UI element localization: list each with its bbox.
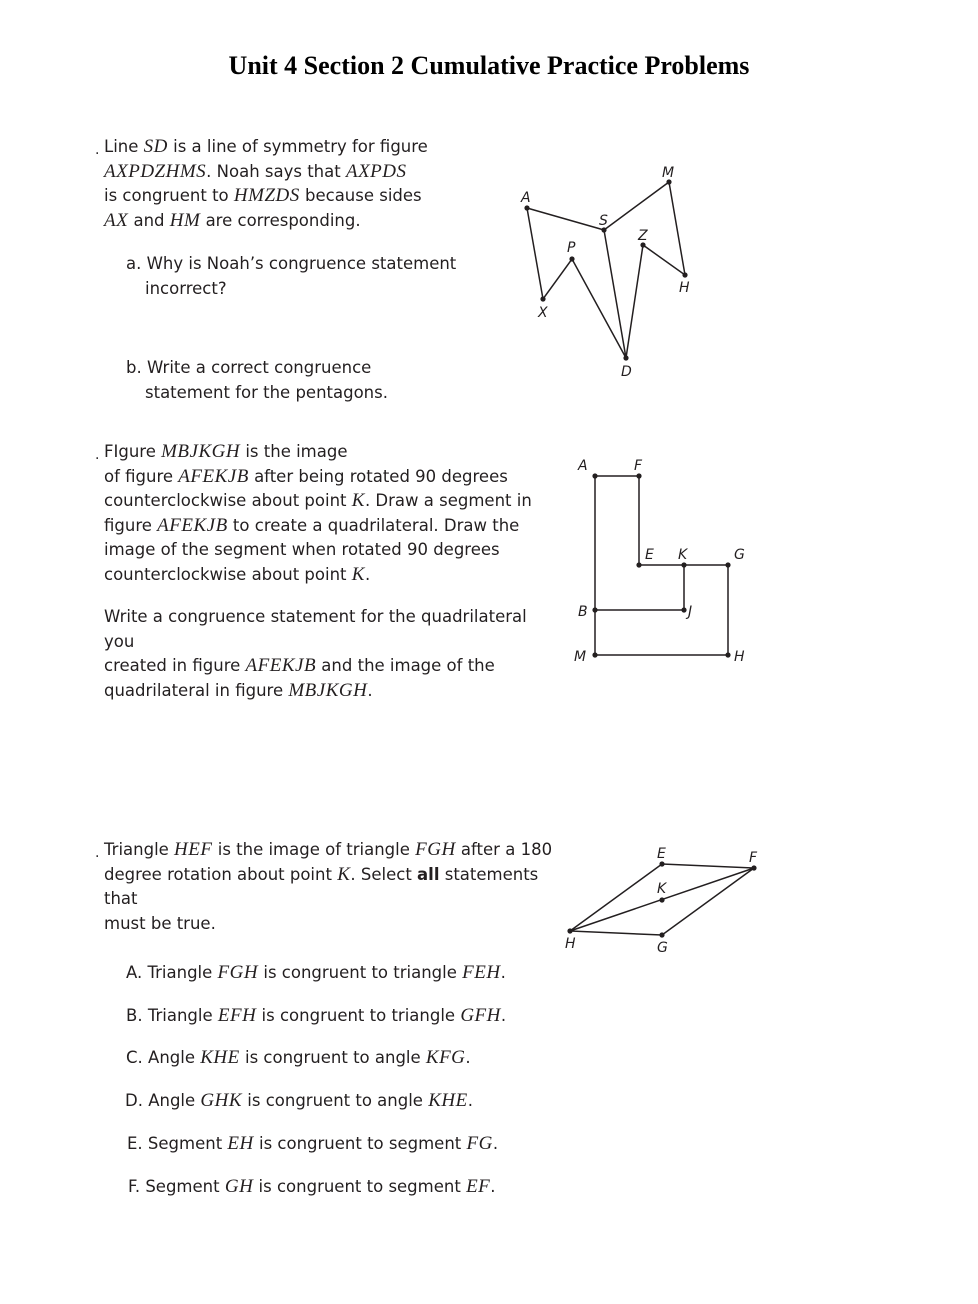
- label-G: G: [734, 547, 745, 563]
- problem-1-question-a: a. Why is Noah’s congruence statement incorrect?: [126, 254, 457, 298]
- problem-1-question-b: b. Write a correct congruence statement for the pentagons.: [126, 358, 388, 402]
- choice-C[interactable]: C. Angle KHE is congruent to angle KFG.: [126, 1047, 471, 1068]
- label-F: F: [749, 850, 758, 866]
- label-A: A: [578, 458, 588, 474]
- label-M: M: [574, 649, 587, 665]
- problem-2-figure: [560, 450, 770, 680]
- label-S: S: [599, 213, 608, 229]
- problem-2-number: .: [95, 447, 100, 463]
- label-K: K: [657, 881, 667, 897]
- label-P: P: [567, 240, 576, 256]
- label-F: F: [634, 458, 643, 474]
- choice-F[interactable]: F. Segment GH is congruent to segment EF.: [128, 1176, 496, 1197]
- problem-3-text: Triangle HEF is the image of triangle FGH after a 180 degree rotation about point K. Select all statements that must be true.: [104, 839, 553, 933]
- choice-D[interactable]: D. Angle GHK is congruent to angle KHE.: [125, 1090, 473, 1111]
- label-G: G: [657, 940, 668, 956]
- page-title: Unit 4 Section 2 Cumulative Practice Problems: [228, 51, 750, 80]
- label-A: A: [521, 190, 531, 206]
- problem-3-figure: [555, 840, 770, 965]
- label-D: D: [621, 364, 632, 380]
- label-H: H: [565, 936, 576, 952]
- label-Z: Z: [638, 228, 648, 244]
- choice-E[interactable]: E. Segment EH is congruent to segment FG.: [127, 1133, 499, 1154]
- problem-1-text: Line SD is a line of symmetry for figure AXPDZHMS. Noah says that AXPDS is congruent to HMZDS because sides AX and HM are corresponding.: [104, 136, 428, 231]
- label-M: M: [662, 165, 675, 181]
- label-E: E: [657, 846, 666, 862]
- label-H: H: [679, 280, 690, 296]
- problem-2-text: FIgure MBJKGH is the image of figure AFEKJB after being rotated 90 degrees counterclockwise about point K. Draw a segment in figure AFEKJB to create a quadrilateral. Draw the image of the segment when rotated 90 degrees counterclockwise about point K.: [104, 441, 532, 585]
- problem-1-number: .: [95, 142, 100, 158]
- choice-A[interactable]: A. Triangle FGH is congruent to triangle FEH.: [126, 962, 506, 983]
- label-X: X: [538, 305, 548, 321]
- problem-1-figure: [500, 150, 720, 390]
- label-B: B: [578, 604, 588, 620]
- label-J: J: [688, 604, 693, 620]
- problem-2-instruction: Write a congruence statement for the quadrilateral you created in figure AFEKJB and the image of the quadrilateral in figure MBJKGH.: [104, 607, 527, 701]
- label-E: E: [645, 547, 654, 563]
- label-K: K: [678, 547, 688, 563]
- problem-3-number: .: [95, 845, 100, 861]
- choice-B[interactable]: B. Triangle EFH is congruent to triangle GFH.: [126, 1005, 507, 1026]
- label-H: H: [734, 649, 745, 665]
